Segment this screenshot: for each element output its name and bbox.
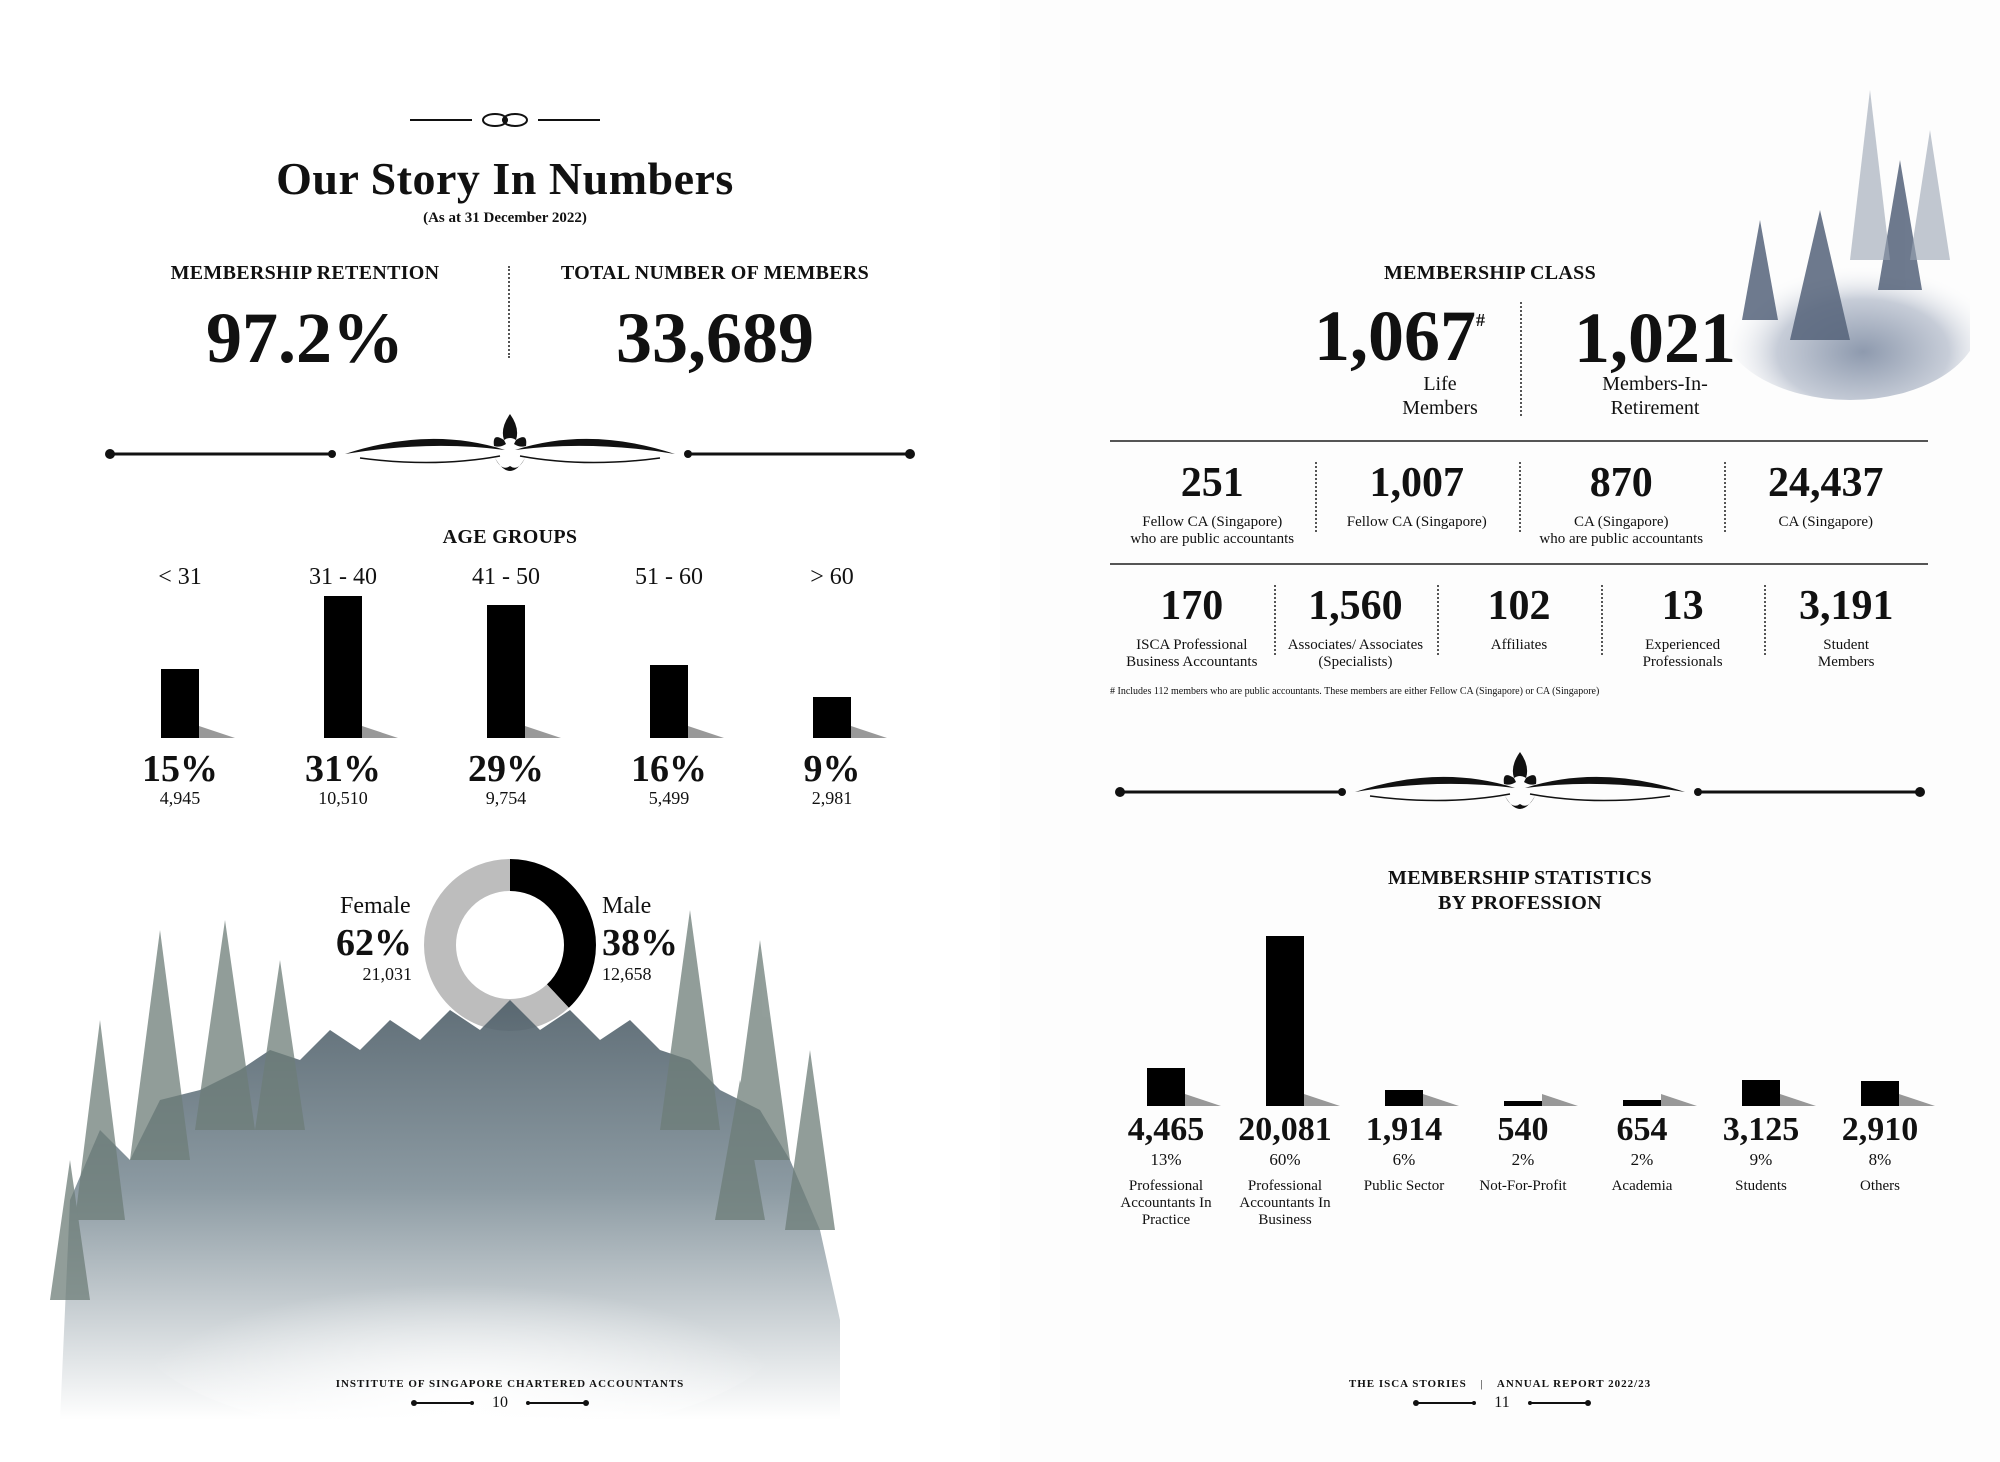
membership-class-row-2 <box>1110 585 1928 675</box>
profession-bar <box>1266 936 1304 1106</box>
left-footer-ornament-icon <box>410 1396 476 1410</box>
profession-bar <box>1147 1068 1185 1106</box>
membership-class-value: 870 <box>1589 460 1653 506</box>
row-divider <box>1110 563 1928 565</box>
profession-title <box>1360 866 1680 916</box>
profession-title-line: MEMBERSHIP STATISTICS <box>1388 867 1652 889</box>
profession-bar-shadow <box>1542 1094 1578 1106</box>
age-category-label: < 31 <box>158 564 202 590</box>
membership-class-label: Fellow CA (Singapore) <box>1142 514 1283 530</box>
membership-class-value: 1,560 <box>1308 583 1403 629</box>
membership-class-value: 3,191 <box>1798 583 1894 629</box>
membership-class-label: who are public accountants <box>1130 530 1295 547</box>
forest-illustration <box>40 900 980 1420</box>
profession-value-label: 4,465 <box>1127 1111 1205 1148</box>
membership-class-row-1 <box>1110 462 1928 552</box>
footnote: # Includes 112 members who are public accountants. These members are either Fellow CA (Singapore) or CA (Singapore) <box>1110 686 1600 697</box>
age-category-label: 31 - 40 <box>309 564 377 590</box>
profession-bar-shadow <box>1661 1094 1697 1106</box>
membership-class-item <box>1724 462 1929 531</box>
male-percent: 38% <box>602 922 678 964</box>
female-count: 21,031 <box>362 964 412 984</box>
age-bar <box>487 605 525 738</box>
age-percent-label: 29% <box>468 748 544 790</box>
membership-class-label: ISCA Professional <box>1136 637 1248 653</box>
profession-category-label: Students <box>1735 1178 1787 1194</box>
ornament-top-icon <box>410 108 600 132</box>
right-page <box>1000 0 2000 1462</box>
age-percent-label: 15% <box>142 748 218 790</box>
left-footer-title: INSTITUTE OF SINGAPORE CHARTERED ACCOUNTANTS <box>335 1378 685 1390</box>
age-bar-shadow <box>199 726 235 738</box>
profession-bar-shadow <box>1423 1094 1459 1106</box>
age-bar <box>161 669 199 738</box>
profession-percent-label: 6% <box>1392 1150 1416 1169</box>
life-members-label-line: Life <box>1423 373 1457 395</box>
membership-class-divider <box>1315 462 1317 532</box>
membership-class-item <box>1601 585 1765 670</box>
membership-class-label: (Specialists) <box>1318 653 1393 670</box>
age-category-label: > 60 <box>810 564 854 590</box>
profession-value-label: 20,081 <box>1238 1111 1332 1148</box>
membership-class-value: 102 <box>1487 583 1551 629</box>
membership-class-item <box>1274 585 1438 670</box>
profession-bar-shadow <box>1304 1094 1340 1106</box>
class-divider <box>1520 302 1522 416</box>
profession-percent-label: 2% <box>1630 1150 1654 1169</box>
life-members-label <box>1340 372 1540 420</box>
retirement-label-line: Members-In- <box>1602 373 1708 395</box>
membership-class-label: CA (Singapore) <box>1573 514 1669 530</box>
profession-category-label: Professional <box>1128 1178 1204 1194</box>
profession-value-label: 3,125 <box>1722 1111 1800 1148</box>
profession-category-label: Business <box>1258 1212 1312 1228</box>
total-members-value: 33,689 <box>616 298 814 378</box>
profession-bar <box>1861 1081 1899 1106</box>
age-percent-label: 16% <box>631 748 707 790</box>
profession-bar <box>1742 1080 1780 1106</box>
life-members-number: 1,067 <box>1314 296 1476 376</box>
right-footer-ornament-icon <box>1526 1396 1592 1410</box>
membership-class-label: Affiliates <box>1490 637 1548 653</box>
membership-class-item <box>1315 462 1520 531</box>
age-count-label: 4,945 <box>159 788 201 808</box>
right-footer-separator: | <box>1480 1378 1484 1390</box>
membership-class-divider <box>1519 462 1521 532</box>
membership-class-item <box>1437 585 1601 654</box>
age-category-label: 51 - 60 <box>635 564 703 590</box>
age-percent-label: 9% <box>803 748 861 790</box>
profession-bar-shadow <box>1185 1094 1221 1106</box>
membership-class-label: Experienced <box>1645 637 1721 653</box>
male-label: Male <box>602 893 652 919</box>
profession-category-label: Accountants In <box>1239 1195 1331 1211</box>
age-bar-shadow <box>525 726 561 738</box>
membership-class-value: 13 <box>1661 583 1704 629</box>
membership-class-label: CA (Singapore) <box>1778 514 1874 530</box>
membership-class-title: MEMBERSHIP CLASS <box>1383 262 1597 284</box>
age-bar-shadow <box>688 726 724 738</box>
total-members-label: TOTAL NUMBER OF MEMBERS <box>560 262 870 284</box>
age-bar <box>813 697 851 738</box>
female-label: Female <box>340 893 411 919</box>
age-bar <box>650 665 688 738</box>
right-page-number: 11 <box>1494 1394 1510 1411</box>
page-subtitle: (As at 31 December 2022) <box>423 210 587 226</box>
membership-class-divider <box>1724 462 1726 532</box>
stat-divider <box>508 266 510 358</box>
female-percent: 62% <box>336 922 412 964</box>
profession-value-label: 2,910 <box>1841 1111 1919 1148</box>
profession-category-label: Others <box>1860 1178 1900 1194</box>
profession-value-label: 540 <box>1497 1111 1549 1148</box>
profession-percent-label: 13% <box>1150 1150 1182 1169</box>
membership-class-label: Student <box>1823 637 1870 653</box>
age-count-label: 9,754 <box>485 788 527 808</box>
profession-bar <box>1504 1101 1542 1106</box>
profession-value-label: 1,914 <box>1365 1111 1443 1148</box>
membership-class-label: Business Accountants <box>1126 653 1258 670</box>
right-footer-title: THE ISCA STORIES <box>1348 1378 1467 1390</box>
profession-percent-label: 9% <box>1749 1150 1773 1169</box>
left-page-number: 10 <box>492 1394 508 1411</box>
profession-bar <box>1623 1100 1661 1106</box>
membership-class-item <box>1110 585 1274 670</box>
membership-class-label: who are public accountants <box>1539 530 1704 547</box>
membership-class-divider <box>1274 585 1276 655</box>
life-members-footnote-mark: # <box>1476 310 1485 330</box>
membership-class-divider <box>1601 585 1603 655</box>
life-members-label-line: Members <box>1402 397 1478 419</box>
male-count: 12,658 <box>602 964 652 984</box>
membership-class-value: 170 <box>1160 583 1224 629</box>
page-title: Our Story In Numbers <box>276 153 734 204</box>
profession-category-label: Public Sector <box>1363 1178 1445 1194</box>
row-divider <box>1110 440 1928 442</box>
right-footer-ornament-icon <box>1412 1396 1478 1410</box>
profession-percent-label: 2% <box>1511 1150 1535 1169</box>
age-count-label: 5,499 <box>648 788 690 808</box>
life-members-value <box>1285 296 1485 376</box>
membership-class-label: Fellow CA (Singapore) <box>1346 514 1487 530</box>
right-footer <box>1200 1378 1800 1390</box>
membership-class-value: 251 <box>1180 460 1244 506</box>
membership-class-value: 24,437 <box>1768 460 1884 506</box>
membership-class-divider <box>1437 585 1439 655</box>
profession-bar <box>1385 1090 1423 1106</box>
profession-percent-label: 60% <box>1269 1150 1301 1169</box>
profession-value-label: 654 <box>1616 1111 1668 1148</box>
membership-class-item <box>1519 462 1724 547</box>
profession-bar-shadow <box>1899 1094 1935 1106</box>
fleur-divider-icon <box>1110 750 1930 830</box>
retirement-label-line: Retirement <box>1610 397 1700 419</box>
retention-value: 97.2% <box>206 298 404 378</box>
age-bar-shadow <box>851 726 887 738</box>
retention-label: MEMBERSHIP RETENTION <box>170 262 440 284</box>
fleur-divider-icon <box>100 406 920 486</box>
profession-category-label: Practice <box>1141 1212 1191 1228</box>
profession-category-label: Accountants In <box>1120 1195 1212 1211</box>
membership-class-value: 1,007 <box>1369 460 1464 506</box>
age-bar-shadow <box>362 726 398 738</box>
age-category-label: 41 - 50 <box>472 564 540 590</box>
right-footer-report: ANNUAL REPORT 2022/23 <box>1496 1378 1652 1390</box>
profession-category-label: Not-For-Profit <box>1479 1178 1567 1194</box>
membership-class-item <box>1110 462 1315 547</box>
age-percent-label: 31% <box>305 748 381 790</box>
age-count-label: 2,981 <box>811 788 853 808</box>
profession-bar-shadow <box>1780 1094 1816 1106</box>
age-bar <box>324 596 362 738</box>
left-footer-ornament-icon <box>524 1396 590 1410</box>
membership-class-label: Associates/ Associates <box>1287 637 1424 653</box>
membership-class-label: Members <box>1817 653 1875 670</box>
profession-percent-label: 8% <box>1868 1150 1892 1169</box>
profession-category-label: Academia <box>1611 1178 1673 1194</box>
profession-category-label: Professional <box>1247 1178 1323 1194</box>
profession-title-line: BY PROFESSION <box>1438 892 1602 914</box>
retirement-label <box>1555 372 1755 420</box>
age-count-label: 10,510 <box>318 788 368 808</box>
membership-class-divider <box>1764 585 1766 655</box>
membership-class-label: Professionals <box>1642 653 1723 670</box>
age-groups-title: AGE GROUPS <box>442 526 578 548</box>
retirement-value: 1,021 <box>1574 298 1736 378</box>
membership-class-item <box>1764 585 1928 670</box>
